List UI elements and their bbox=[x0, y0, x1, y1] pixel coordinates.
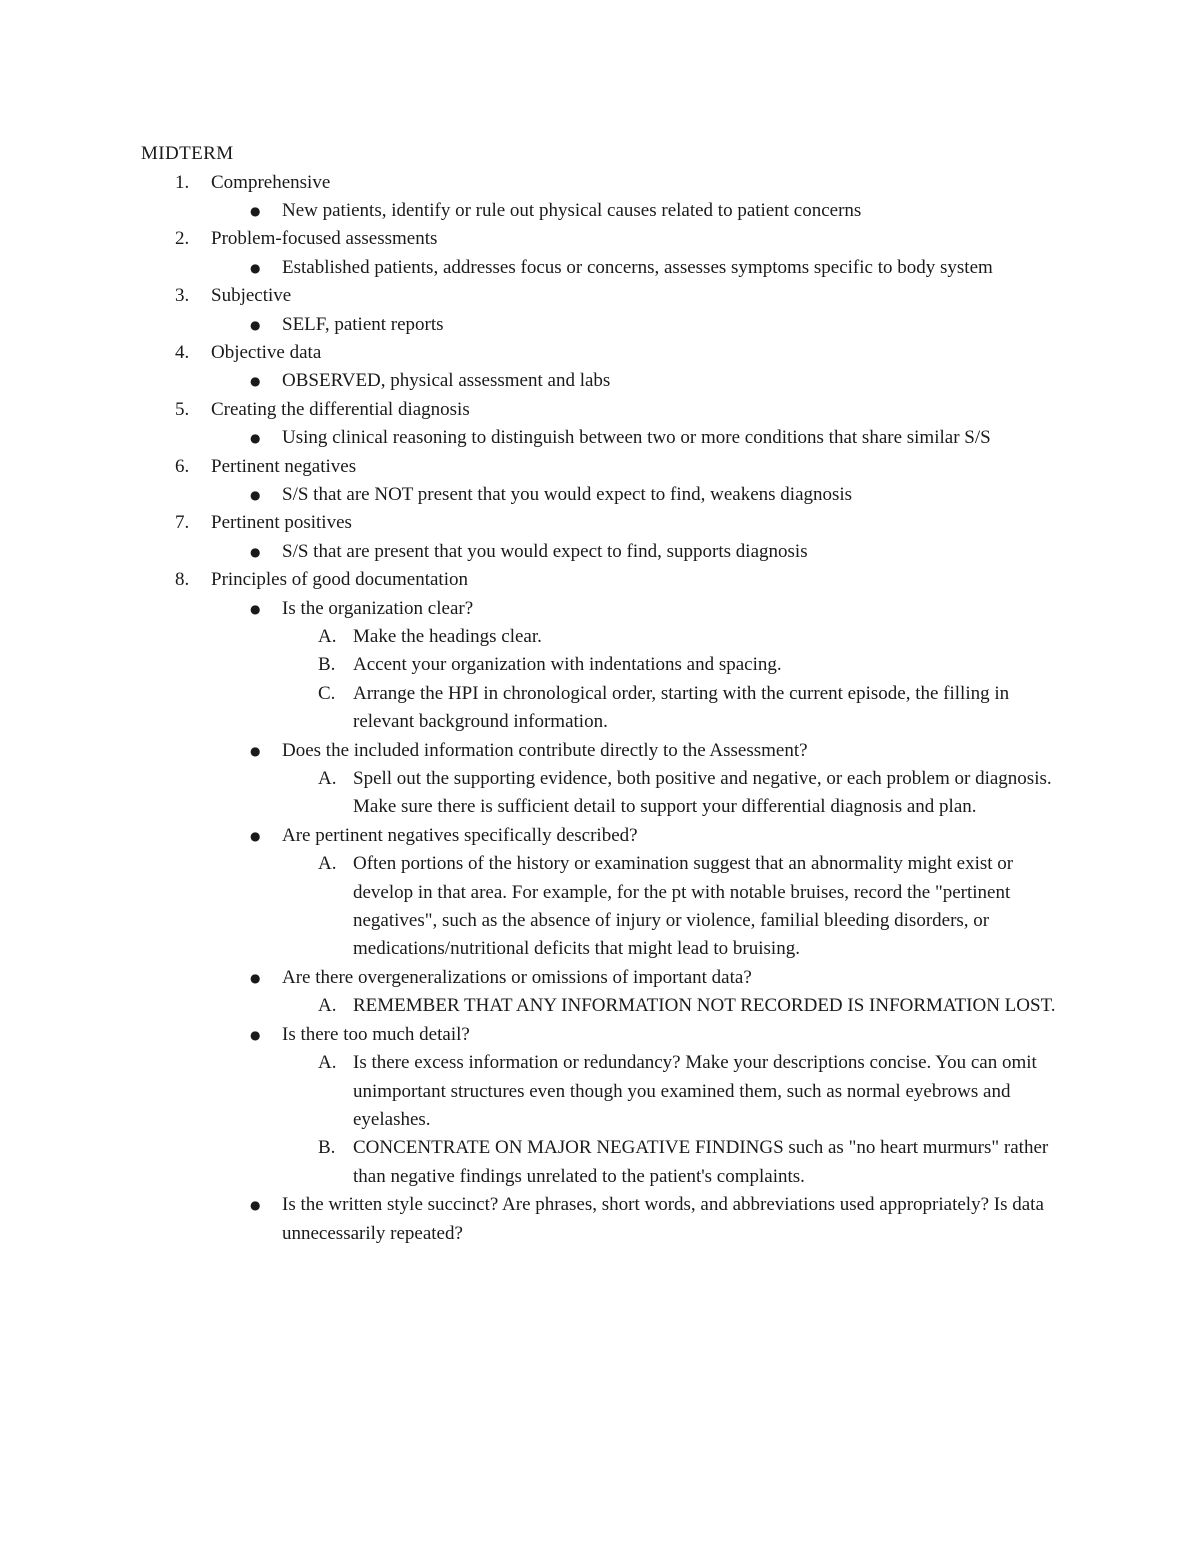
sub-item bbox=[141, 992, 1071, 1020]
bullet-text: S/S that are present that you would expect to find, supports diagnosis bbox=[282, 540, 808, 562]
bullet-text: Established patients, addresses focus or concerns, assesses symptoms specific to body system bbox=[282, 256, 993, 278]
sub-item-text: Make the headings clear. bbox=[353, 626, 542, 647]
bullet-dot-icon: ● bbox=[250, 431, 261, 446]
bullet-item bbox=[141, 1021, 1071, 1049]
bullet-item bbox=[141, 595, 1071, 623]
outline-item bbox=[141, 509, 1071, 537]
bullet-dot-icon: ● bbox=[250, 487, 261, 502]
bullet-item bbox=[141, 424, 1071, 452]
item-number: 8. bbox=[175, 569, 190, 591]
bullet-item bbox=[141, 254, 1071, 282]
bullet-item bbox=[141, 822, 1071, 850]
sub-item-letter: A. bbox=[318, 1052, 337, 1074]
sub-item bbox=[141, 651, 1071, 679]
sub-item-text: Accent your organization with indentations and spacing. bbox=[353, 654, 782, 676]
bullet-text: Does the included information contribute directly to the Assessment? bbox=[282, 739, 808, 761]
sub-item bbox=[141, 1049, 1071, 1134]
bullet-item bbox=[141, 481, 1071, 509]
sub-item-letter: A. bbox=[318, 768, 337, 790]
bullet-text: Is the organization clear? bbox=[282, 597, 474, 619]
bullet-dot-icon: ● bbox=[250, 601, 261, 616]
outline-item bbox=[141, 566, 1071, 594]
sub-item bbox=[141, 1134, 1071, 1191]
bullet-dot-icon: ● bbox=[250, 544, 261, 559]
item-heading: Pertinent positives bbox=[211, 512, 352, 534]
sub-item-text: Arrange the HPI in chronological order, starting with the current episode, the filling in relevant background information. bbox=[353, 682, 1010, 733]
sub-item-text: Often portions of the history or examination suggest that an abnormality might exist or develop in that area. For example, for the pt with notable bruises, record the "pertinent negatives", such as the absence of injury or violence, familial bleeding disorders, or medications/nutritional deficits that might lead to bruising. bbox=[353, 853, 1014, 960]
bullet-text: Are there overgeneralizations or omissions of important data? bbox=[282, 966, 752, 988]
item-heading: Comprehensive bbox=[211, 171, 331, 193]
item-number: 3. bbox=[175, 285, 190, 307]
item-number: 6. bbox=[175, 455, 190, 477]
outline-item bbox=[141, 339, 1071, 367]
sub-item bbox=[141, 765, 1071, 822]
item-heading: Pertinent negatives bbox=[211, 455, 357, 477]
bullet-item bbox=[141, 538, 1071, 566]
bullet-text: Are pertinent negatives specifically described? bbox=[282, 824, 638, 846]
bullet-text: Is the written style succinct? Are phrases, short words, and abbreviations used appropriately? Is data unnecessarily repeated? bbox=[282, 1194, 1044, 1244]
outline-item bbox=[141, 453, 1071, 481]
item-number: 7. bbox=[175, 512, 190, 534]
item-heading: Objective data bbox=[211, 341, 322, 363]
sub-item-letter: C. bbox=[318, 682, 336, 704]
bullet-text: OBSERVED, physical assessment and labs bbox=[282, 370, 611, 392]
bullet-item bbox=[141, 367, 1071, 395]
bullet-text: Using clinical reasoning to distinguish between two or more conditions that share similar S/S bbox=[282, 427, 991, 449]
item-heading: Creating the differential diagnosis bbox=[211, 398, 470, 420]
bullet-dot-icon: ● bbox=[250, 828, 261, 843]
bullet-item bbox=[141, 311, 1071, 339]
sub-item-letter: B. bbox=[318, 1137, 336, 1159]
sub-item-letter: A. bbox=[318, 853, 337, 875]
bullet-dot-icon: ● bbox=[250, 970, 261, 985]
item-heading: Subjective bbox=[211, 285, 292, 307]
bullet-dot-icon: ● bbox=[250, 317, 261, 332]
outline-item bbox=[141, 396, 1071, 424]
item-heading: Problem-focused assessments bbox=[211, 228, 438, 250]
item-heading: Principles of good documentation bbox=[211, 569, 468, 591]
bullet-dot-icon: ● bbox=[250, 203, 261, 218]
bullet-dot-icon: ● bbox=[250, 1198, 261, 1213]
outline-item bbox=[141, 282, 1071, 310]
bullet-text: New patients, identify or rule out physical causes related to patient concerns bbox=[282, 199, 862, 221]
bullet-dot-icon: ● bbox=[250, 743, 261, 758]
item-number: 5. bbox=[175, 398, 190, 420]
outline-item bbox=[141, 169, 1071, 197]
sub-item bbox=[141, 680, 1071, 737]
bullet-dot-icon: ● bbox=[250, 260, 261, 275]
bullet-item bbox=[141, 737, 1071, 765]
sub-item-letter: A. bbox=[318, 626, 337, 647]
sub-item-text: CONCENTRATE ON MAJOR NEGATIVE FINDINGS such as "no heart murmurs" rather than negative findings unrelated to the patient's complaints. bbox=[353, 1137, 1049, 1187]
sub-item bbox=[141, 850, 1071, 964]
bullet-text: S/S that are NOT present that you would expect to find, weakens diagnosis bbox=[282, 483, 853, 505]
item-number: 2. bbox=[175, 228, 190, 250]
item-number: 4. bbox=[175, 341, 190, 363]
item-number: 1. bbox=[175, 171, 190, 193]
sub-item-text: Is there excess information or redundancy? Make your descriptions concise. You can omit unimportant structures even though you examined them, such as normal eyebrows and eyelashes. bbox=[353, 1052, 1037, 1130]
sub-item-text: REMEMBER THAT ANY INFORMATION NOT RECORDED IS INFORMATION LOST. bbox=[353, 995, 1056, 1017]
sub-item bbox=[141, 623, 1071, 651]
outline-item bbox=[141, 225, 1071, 253]
sub-item-text: Spell out the supporting evidence, both positive and negative, or each problem or diagnosis. Make sure there is sufficient detail to support your differential diagnosis and plan. bbox=[353, 768, 1052, 818]
bullet-text: SELF, patient reports bbox=[282, 313, 444, 335]
bullet-item bbox=[141, 1191, 1071, 1248]
bullet-item bbox=[141, 197, 1071, 225]
sub-item-letter: B. bbox=[318, 654, 336, 676]
bullet-dot-icon: ● bbox=[250, 1027, 261, 1042]
bullet-dot-icon: ● bbox=[250, 374, 261, 389]
document-title: MIDTERM bbox=[141, 143, 234, 164]
sub-item-letter: A. bbox=[318, 995, 337, 1017]
bullet-text: Is there too much detail? bbox=[282, 1023, 470, 1045]
numbered-outline bbox=[141, 169, 1071, 1248]
bullet-item bbox=[141, 964, 1071, 992]
